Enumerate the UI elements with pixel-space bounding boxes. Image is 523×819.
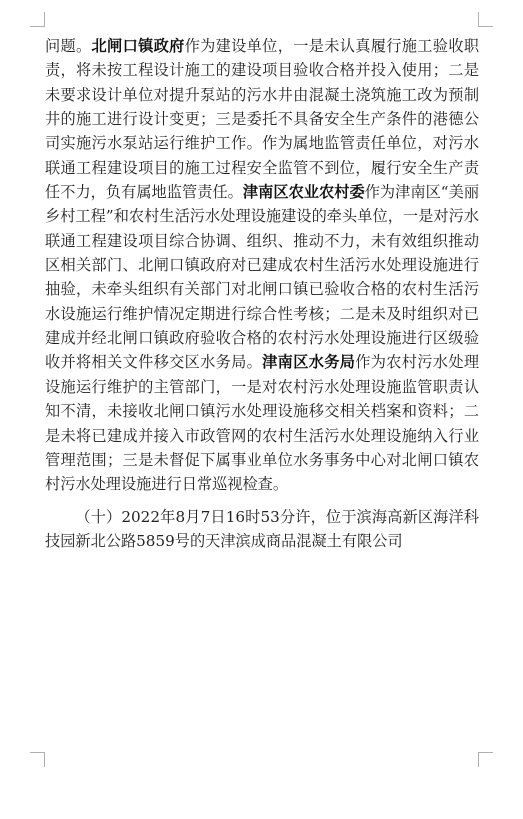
entity-jinnan-water-bureau: 津南区水务局 — [262, 353, 356, 372]
entity-jinnan-agriculture-committee: 津南区农业农村委 — [242, 183, 365, 202]
text-run: 问题。 — [45, 37, 92, 55]
crop-mark-top-right — [478, 12, 493, 27]
text-run: 作为津南区“美丽乡村工程”和农村生活污水处理设施建设的牵头单位，一是对污水联通工程建设项目综合协调、组织、推动不力，未有效组织推动区相关部门、北闸口镇政府对已建成农村生活污水处理设施进行抽验，未牵头组织有关部门对北闸口镇已验收合格的农村生活污水设施运行维护情况定期进行综合性考核；二是未及时组织对已建成并经北闸口镇政府验收合格的农村污水处理设施进行区级验收并将相关文件移交区水务局。 — [45, 183, 480, 372]
text-run: 作为建设单位，一是未认真履行施工验收职责，将未按工程设计施工的建设项目验收合格并投入使用；二是未要求设计单位对提升泵站的污水井由混凝土浇筑施工改为预制井的施工进行设计变更；三是委托不具备安全生产条件的港德公司实施污水泵站运行维护工作。作为属地监管责任单位，对污水联通工程建设项目的施工过程安全监管不到位，履行安全生产责任不力，负有属地监管责任。 — [45, 37, 480, 202]
paragraph-incident-10: （十）2022年8月7日16时53分许，位于滨海高新区海洋科技园新北公路5859号的天津滨成商品混凝土有限公司 — [45, 507, 479, 550]
crop-mark-bottom-right — [478, 752, 493, 767]
entity-beizhakou-government: 北闸口镇政府 — [91, 37, 185, 55]
crop-mark-top-left — [30, 12, 45, 27]
crop-mark-bottom-left — [30, 752, 45, 767]
text-run: 作为农村污水处理设施运行维护的主管部门，一是对农村污水处理设施监管职责认知不清，未接收北闸口镇污水处理设施移交相关档案和资料；二是未将已建成并接入市政管网的农村生活污水处理设施纳入行业管理范围；三是未督促下属事业单位水务事务中心对北闸口镇农村污水处理设施进行日常巡视检查。 — [45, 353, 480, 494]
document-body — [45, 34, 479, 553]
paragraph-responsibility — [45, 34, 479, 497]
